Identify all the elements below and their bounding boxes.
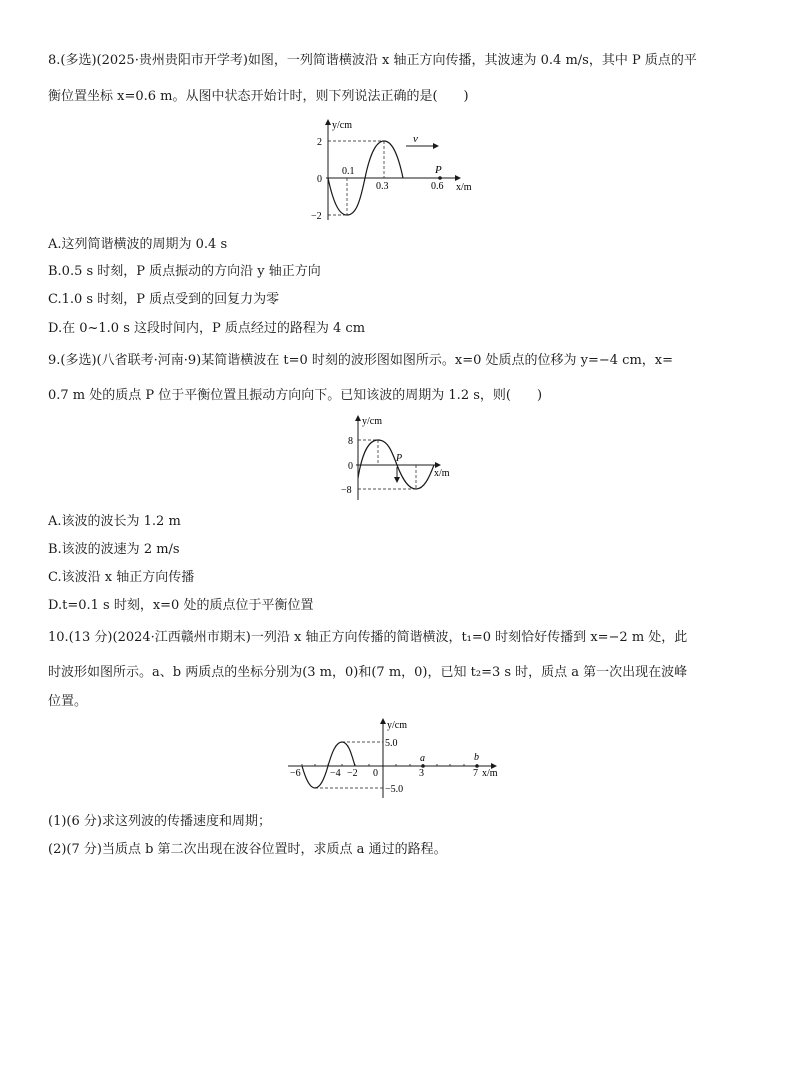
q10-y-label: y/cm <box>387 720 407 731</box>
q10-xtick-3: 3 <box>419 768 424 779</box>
q9-option-a: A.该波的波长为 1.2 m <box>48 514 181 529</box>
q9-ytick-8: 8 <box>348 436 353 447</box>
q9-option-b: B.该波的波速为 2 m/s <box>48 542 180 557</box>
q10-a-label: a <box>420 753 425 764</box>
q10-stem-line3: 位置。 <box>48 694 88 709</box>
q9-y-label: y/cm <box>362 416 382 427</box>
q8-ytick-2: 2 <box>317 137 322 148</box>
q9-x-label: x/m <box>434 468 450 479</box>
q8-x-label: x/m <box>456 182 472 193</box>
q9-wave-figure <box>336 412 466 504</box>
q8-wave-figure <box>310 116 490 226</box>
q9-p-label: P <box>396 453 403 464</box>
q9-option-c: C.该波沿 x 轴正方向传播 <box>48 570 195 585</box>
q10-wave-curve <box>302 742 355 788</box>
q10-xtick-neg4: −4 <box>330 768 341 779</box>
q10-x-label: x/m <box>482 768 498 779</box>
q8-option-b: B.0.5 s 时刻，P 质点振动的方向沿 y 轴正方向 <box>48 264 321 279</box>
q9-stem-line2: 0.7 m 处的质点 P 位于平衡位置且振动方向向下。已知该波的周期为 1.2 s，则( ) <box>48 388 543 403</box>
q8-option-c: C.1.0 s 时刻，P 质点受到的回复力为零 <box>48 292 280 307</box>
q10-xtick-0: 0 <box>373 768 378 779</box>
q8-ytick-neg2: −2 <box>311 211 322 222</box>
q8-xtick-01: 0.1 <box>342 166 355 177</box>
q9-ytick-neg8: −8 <box>341 485 352 496</box>
q9-stem-line1: 9.(多选)(八省联考·河南·9)某简谐横波在 t=0 时刻的波形图如图所示。x=0 处质点的位移为 y=−4 cm，x= <box>48 353 674 368</box>
q10-stem-line1: 10.(13 分)(2024·江西赣州市期末)一列沿 x 轴正方向传播的简谐横波，t₁=0 时刻恰好传播到 x=−2 m 处，此 <box>48 630 688 645</box>
q10-xtick-neg2: −2 <box>347 768 358 779</box>
q8-stem-line2: 衡位置坐标 x=0.6 m。从图中状态开始计时，则下列说法正确的是( ) <box>48 89 469 104</box>
q10-wave-figure <box>286 716 506 800</box>
q8-y-label: y/cm <box>332 120 352 131</box>
q10-stem-line2: 时波形如图所示。a、b 两质点的坐标分别为(3 m，0)和(7 m，0)，已知 t₂=3 s 时，质点 a 第一次出现在波峰 <box>48 665 688 680</box>
q8-point-p <box>438 176 442 180</box>
q10-xtick-neg6: −6 <box>290 768 301 779</box>
q9-ytick-0: 0 <box>348 461 353 472</box>
q10-subquestion-2: (2)(7 分)当质点 b 第二次出现在波谷位置时，求质点 a 通过的路程。 <box>48 842 447 857</box>
q10-xtick-7: 7 <box>473 768 478 779</box>
q8-ytick-0: 0 <box>317 174 322 185</box>
q10-b-label: b <box>474 752 479 763</box>
q8-stem-line1: 8.(多选)(2025·贵州贵阳市开学考)如图，一列简谐横波沿 x 轴正方向传播，其波速为 0.4 m/s，其中 P 质点的平 <box>48 53 697 68</box>
q10-ytick-5: 5.0 <box>385 738 398 749</box>
q8-option-d: D.在 0~1.0 s 这段时间内，P 质点经过的路程为 4 cm <box>48 321 366 336</box>
q9-option-d: D.t=0.1 s 时刻，x=0 处的质点位于平衡位置 <box>48 598 314 613</box>
q8-option-a: A.这列简谐横波的周期为 0.4 s <box>48 237 228 252</box>
q8-v-label: v <box>413 133 418 145</box>
q10-subquestion-1: (1)(6 分)求这列波的传播速度和周期； <box>48 814 271 829</box>
q8-xtick-03: 0.3 <box>376 181 389 192</box>
q10-ytick-neg5: −5.0 <box>385 784 404 795</box>
q8-p-label: P <box>435 164 442 176</box>
q8-xtick-06: 0.6 <box>431 181 444 192</box>
